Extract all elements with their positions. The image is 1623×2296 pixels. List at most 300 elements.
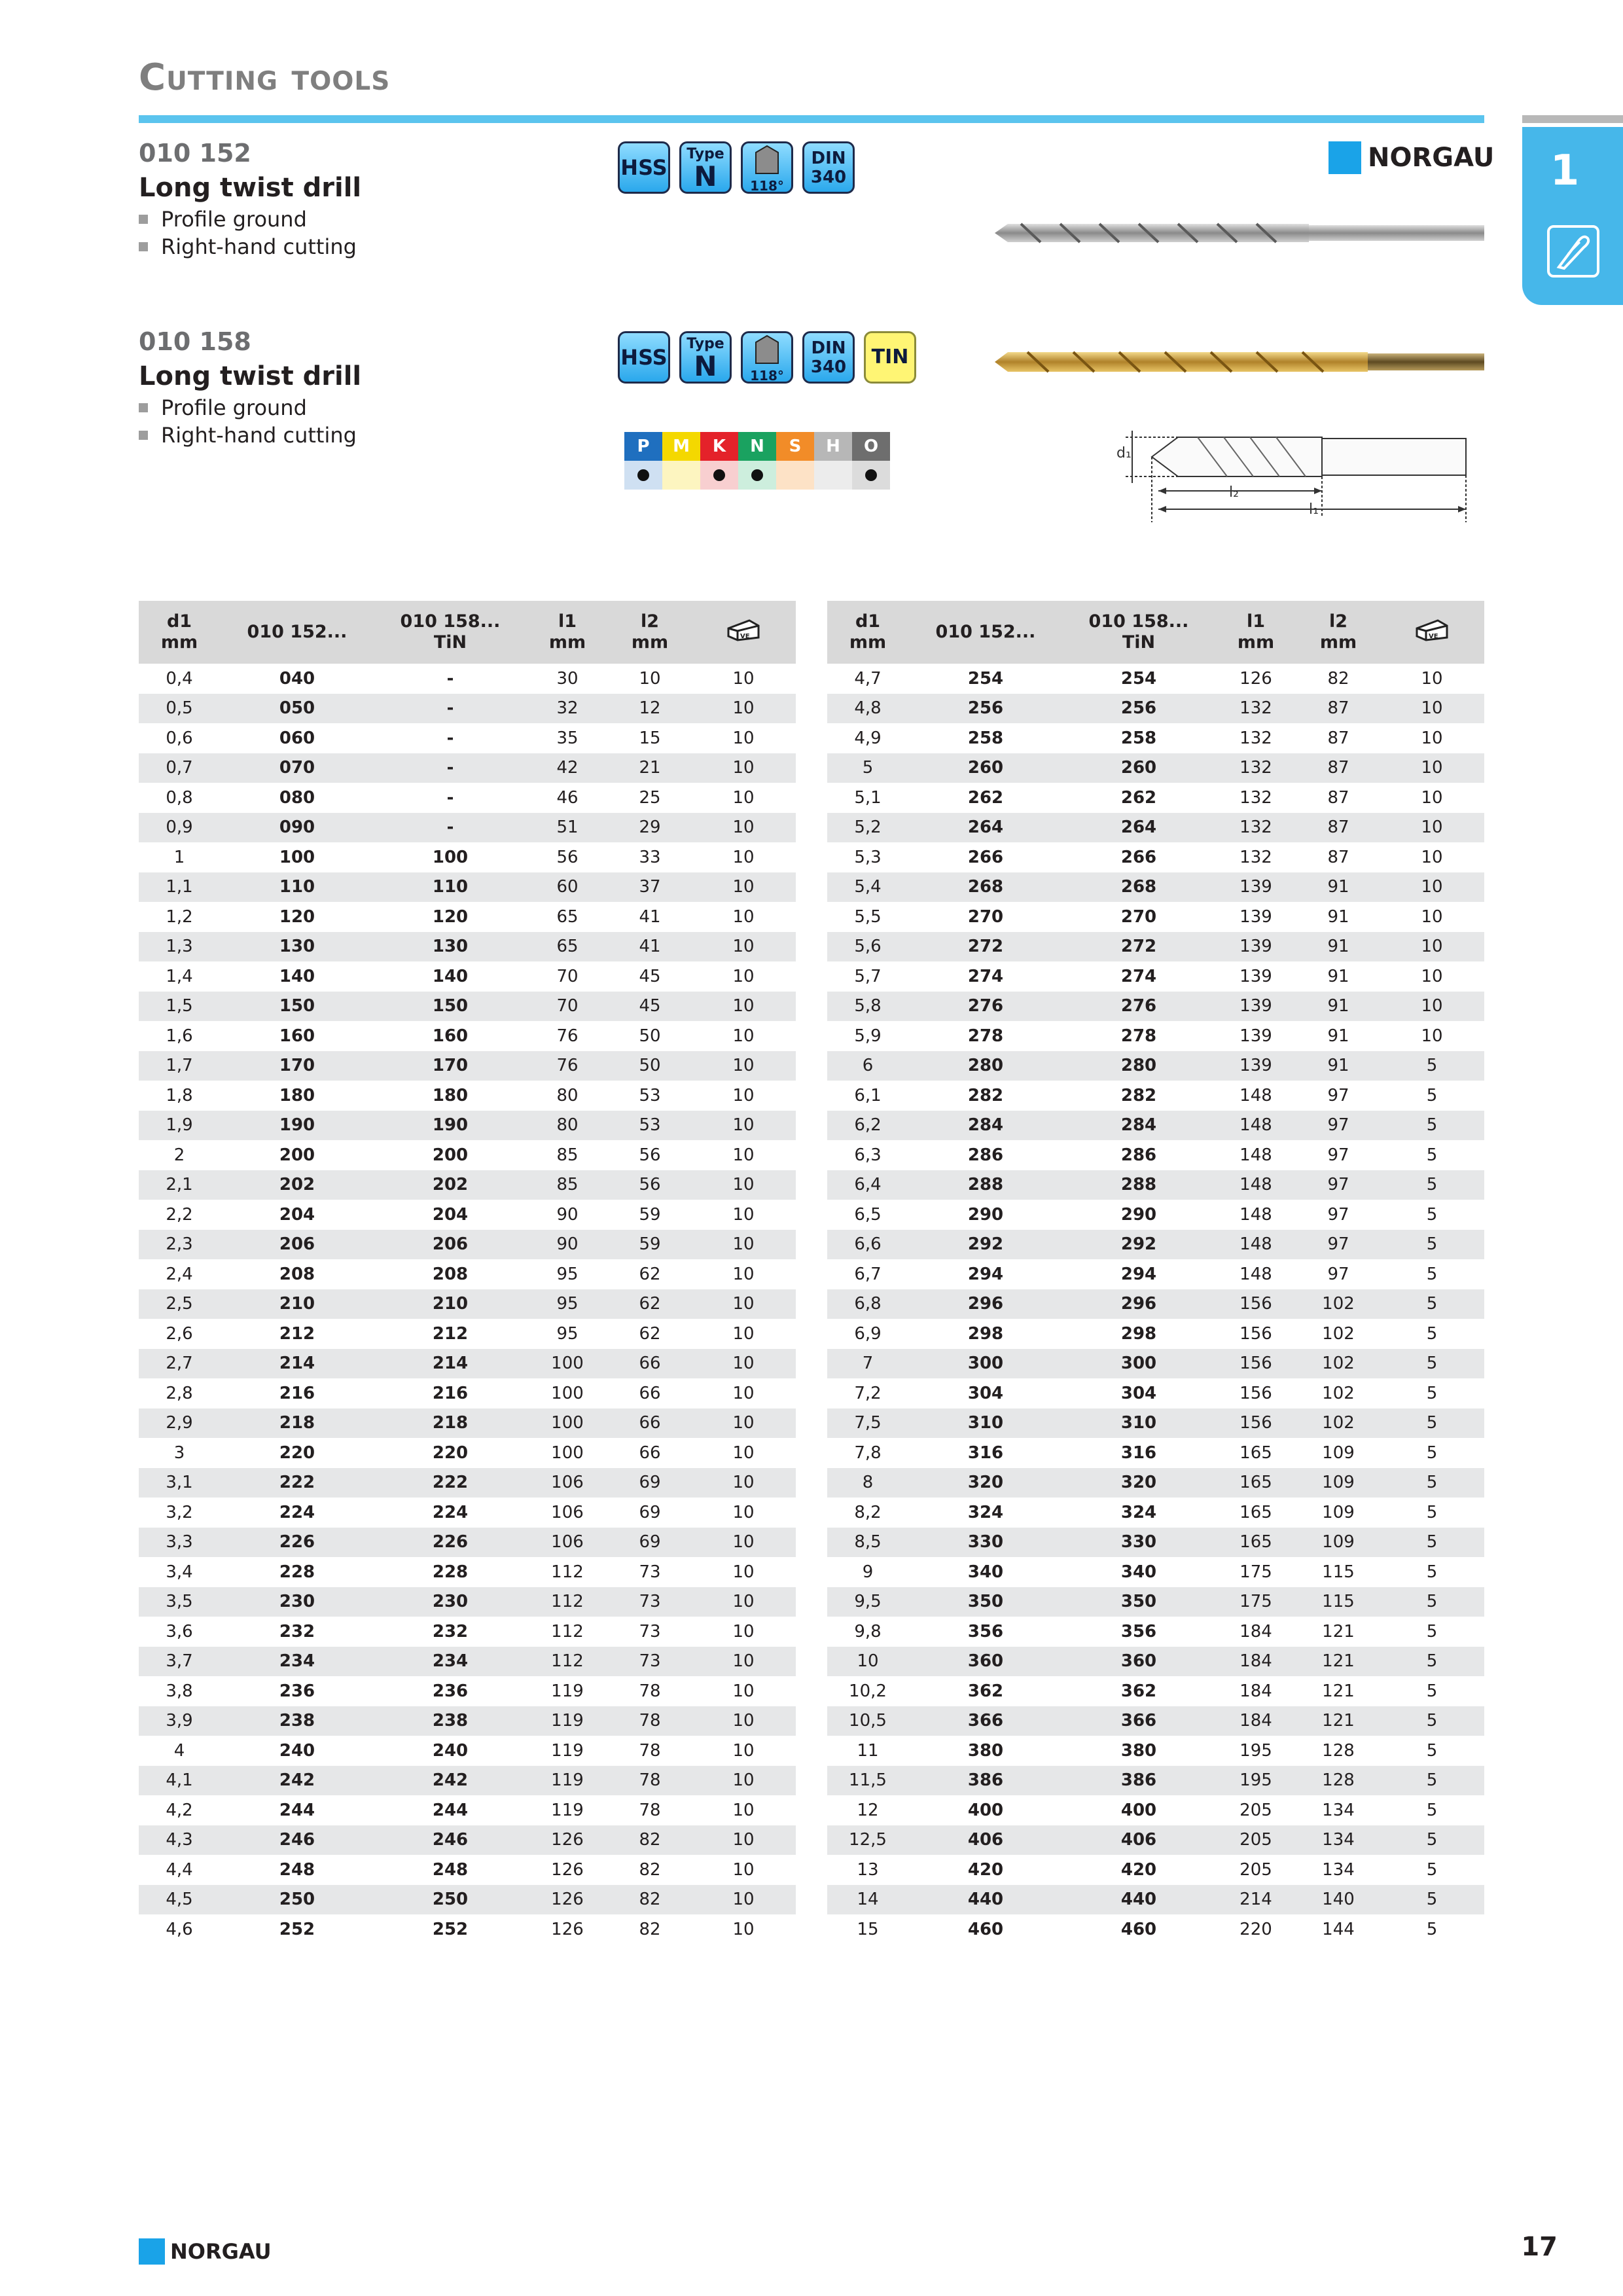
cell-l2: 37: [609, 872, 691, 903]
cell-010158: 248: [374, 1855, 526, 1885]
cell-010152: 280: [908, 1051, 1063, 1081]
cell-010152: 224: [220, 1498, 374, 1528]
table-row: [139, 1706, 796, 1736]
cell-l1: 42: [526, 753, 609, 783]
cell-pack: 5: [1380, 1914, 1484, 1945]
cell-l2: 91: [1297, 961, 1380, 992]
cell-pack: 5: [1380, 1140, 1484, 1170]
cell-010158: 220: [374, 1438, 526, 1468]
cell-l2: 97: [1297, 1200, 1380, 1230]
cell-010158: 356: [1063, 1617, 1215, 1647]
cell-010158: 160: [374, 1021, 526, 1051]
cell-010158: 260: [1063, 753, 1215, 783]
table-row: [139, 1230, 796, 1260]
cell-l1: 205: [1215, 1855, 1297, 1885]
cell-010152: 284: [908, 1111, 1063, 1141]
cell-l1: 46: [526, 783, 609, 813]
cell-d1: 9,5: [827, 1587, 908, 1617]
cell-d1: 8: [827, 1468, 908, 1498]
title-rule: [139, 115, 1484, 123]
table-row: [827, 1617, 1484, 1647]
cell-010158: 296: [1063, 1289, 1215, 1319]
cell-l1: 70: [526, 992, 609, 1022]
cell-pack: 10: [691, 1111, 796, 1141]
table-row: [827, 1081, 1484, 1111]
cell-l2: 82: [609, 1825, 691, 1856]
table-row: [827, 1855, 1484, 1885]
table-row: [827, 1200, 1484, 1230]
table-row: [827, 1706, 1484, 1736]
cell-d1: 0,5: [139, 694, 220, 724]
cell-l1: 119: [526, 1795, 609, 1825]
material-suitability-p: [624, 461, 662, 490]
cell-010158: -: [374, 813, 526, 843]
cell-010158: 242: [374, 1766, 526, 1796]
cell-l2: 78: [609, 1766, 691, 1796]
cell-010152: 268: [908, 872, 1063, 903]
table-row: [827, 872, 1484, 903]
cell-pack: 10: [691, 1855, 796, 1885]
cell-d1: 3,1: [139, 1468, 220, 1498]
drill-dimension-diagram: [1113, 411, 1479, 529]
cell-010158: 206: [374, 1230, 526, 1260]
cell-l2: 56: [609, 1170, 691, 1200]
cell-d1: 2,1: [139, 1170, 220, 1200]
table-row: [139, 1021, 796, 1051]
cell-010152: 320: [908, 1468, 1063, 1498]
cell-010152: 258: [908, 723, 1063, 753]
logo-text: NORGAU: [1368, 143, 1495, 173]
cell-pack: 10: [1380, 723, 1484, 753]
cell-l1: 139: [1215, 992, 1297, 1022]
cell-d1: 4,4: [139, 1855, 220, 1885]
material-group-o: O: [852, 432, 890, 461]
cell-l1: 156: [1215, 1319, 1297, 1349]
table-row: [827, 1825, 1484, 1856]
cell-010152: 330: [908, 1528, 1063, 1558]
cell-d1: 10,5: [827, 1706, 908, 1736]
cell-l1: 175: [1215, 1587, 1297, 1617]
col-d1: d1 mm: [827, 601, 908, 664]
hss-badge: HSS: [618, 331, 670, 384]
table-row: [139, 1617, 796, 1647]
table-row: [827, 1766, 1484, 1796]
cell-l1: 112: [526, 1587, 609, 1617]
cell-l1: 112: [526, 1647, 609, 1677]
cell-l2: 134: [1297, 1855, 1380, 1885]
cell-l2: 62: [609, 1259, 691, 1289]
cell-l2: 97: [1297, 1230, 1380, 1260]
cell-pack: 10: [691, 1676, 796, 1706]
cell-pack: 10: [691, 1706, 796, 1736]
cell-d1: 5,7: [827, 961, 908, 992]
table-row: [827, 1557, 1484, 1587]
table-row: [139, 1736, 796, 1766]
cell-l1: 70: [526, 961, 609, 992]
product-name: Long twist drill: [139, 173, 362, 203]
material-group-s: S: [776, 432, 814, 461]
svg-text:VE: VE: [1429, 633, 1438, 640]
cell-010152: 356: [908, 1617, 1063, 1647]
cell-l2: 97: [1297, 1170, 1380, 1200]
cell-pack: 10: [691, 694, 796, 724]
table-row: [827, 1289, 1484, 1319]
cell-010158: 100: [374, 842, 526, 872]
cell-l2: 41: [609, 902, 691, 932]
table-row: [139, 1795, 796, 1825]
cell-l1: 119: [526, 1706, 609, 1736]
cell-l1: 205: [1215, 1825, 1297, 1856]
table-row: [139, 872, 796, 903]
cell-d1: 4,3: [139, 1825, 220, 1856]
brand-logo: [1329, 141, 1494, 174]
cell-l1: 139: [1215, 872, 1297, 903]
cell-l1: 148: [1215, 1200, 1297, 1230]
cell-d1: 12: [827, 1795, 908, 1825]
cell-010158: 330: [1063, 1528, 1215, 1558]
cell-l1: 100: [526, 1378, 609, 1408]
cell-010152: 272: [908, 932, 1063, 962]
cell-010152: 130: [220, 932, 374, 962]
cell-010158: 246: [374, 1825, 526, 1856]
cell-pack: 5: [1380, 1587, 1484, 1617]
cell-010152: 204: [220, 1200, 374, 1230]
cell-l1: 139: [1215, 1021, 1297, 1051]
cell-l2: 140: [1297, 1885, 1380, 1915]
cell-010152: 400: [908, 1795, 1063, 1825]
cell-l2: 102: [1297, 1319, 1380, 1349]
cell-010152: 380: [908, 1736, 1063, 1766]
cell-d1: 6,6: [827, 1230, 908, 1260]
table-row: [827, 1021, 1484, 1051]
cell-pack: 5: [1380, 1885, 1484, 1915]
feature-item: Right-hand cutting: [139, 234, 361, 259]
cell-010152: 236: [220, 1676, 374, 1706]
cell-l1: 126: [526, 1914, 609, 1945]
cell-010152: 238: [220, 1706, 374, 1736]
cell-l2: 73: [609, 1557, 691, 1587]
cell-l2: 144: [1297, 1914, 1380, 1945]
cell-d1: 5: [827, 753, 908, 783]
cell-010158: 224: [374, 1498, 526, 1528]
col-l2: l2 mm: [1297, 601, 1380, 664]
cell-010158: 272: [1063, 932, 1215, 962]
cell-010152: 362: [908, 1676, 1063, 1706]
cell-pack: 5: [1380, 1528, 1484, 1558]
cell-d1: 2,8: [139, 1378, 220, 1408]
table-row: [827, 1259, 1484, 1289]
table-row: [827, 1319, 1484, 1349]
cell-010158: 264: [1063, 813, 1215, 843]
cell-pack: 5: [1380, 1647, 1484, 1677]
table-row: [139, 1200, 796, 1230]
table-row: [827, 694, 1484, 724]
cell-010158: 324: [1063, 1498, 1215, 1528]
chapter-number: 1: [1550, 147, 1580, 195]
cell-pack: 10: [691, 1140, 796, 1170]
table-row: [139, 1498, 796, 1528]
cell-d1: 0,7: [139, 753, 220, 783]
material-group-k: K: [700, 432, 738, 461]
table-row: [139, 1378, 796, 1408]
cell-010152: 226: [220, 1528, 374, 1558]
cell-pack: 10: [691, 1647, 796, 1677]
cell-d1: 10,2: [827, 1676, 908, 1706]
cell-l1: 139: [1215, 961, 1297, 992]
table-row: [139, 1855, 796, 1885]
feature-item: Profile ground: [139, 207, 361, 232]
cell-l1: 132: [1215, 753, 1297, 783]
page-number: 17: [1521, 2232, 1558, 2262]
material-group-h: H: [814, 432, 852, 461]
cell-l1: 65: [526, 932, 609, 962]
cell-l1: 56: [526, 842, 609, 872]
cell-010152: 298: [908, 1319, 1063, 1349]
cell-d1: 8,5: [827, 1528, 908, 1558]
cell-d1: 1,4: [139, 961, 220, 992]
material-suitability-o: [852, 461, 890, 490]
table-row: [827, 753, 1484, 783]
cell-l2: 78: [609, 1736, 691, 1766]
cell-pack: 5: [1380, 1825, 1484, 1856]
cell-010152: 040: [220, 664, 374, 694]
cell-pack: 5: [1380, 1378, 1484, 1408]
cell-010158: 228: [374, 1557, 526, 1587]
cell-010152: 260: [908, 753, 1063, 783]
cell-l1: 156: [1215, 1378, 1297, 1408]
cell-pack: 5: [1380, 1468, 1484, 1498]
cell-010152: 216: [220, 1378, 374, 1408]
cell-pack: 5: [1380, 1498, 1484, 1528]
cell-pack: 10: [691, 1021, 796, 1051]
cell-010152: 214: [220, 1349, 374, 1379]
table-row: [139, 813, 796, 843]
cell-d1: 7,2: [827, 1378, 908, 1408]
cell-010158: 130: [374, 932, 526, 962]
cell-010158: 234: [374, 1647, 526, 1677]
cell-010152: 266: [908, 842, 1063, 872]
cell-010158: 202: [374, 1170, 526, 1200]
cell-010158: 280: [1063, 1051, 1215, 1081]
cell-d1: 2,9: [139, 1408, 220, 1439]
cell-d1: 1,6: [139, 1021, 220, 1051]
table-row: [139, 1914, 796, 1945]
cell-010152: 070: [220, 753, 374, 783]
cell-l1: 80: [526, 1111, 609, 1141]
cell-010152: 350: [908, 1587, 1063, 1617]
cell-pack: 10: [1380, 932, 1484, 962]
cell-pack: 10: [691, 1617, 796, 1647]
cell-010158: 204: [374, 1200, 526, 1230]
cell-010152: 310: [908, 1408, 1063, 1439]
cell-l1: 90: [526, 1230, 609, 1260]
cell-010158: 236: [374, 1676, 526, 1706]
material-group-n: N: [738, 432, 776, 461]
cell-d1: 3,7: [139, 1647, 220, 1677]
cell-l2: 29: [609, 813, 691, 843]
d1-label: d₁: [1116, 445, 1132, 461]
cell-l1: 139: [1215, 902, 1297, 932]
cell-l1: 126: [526, 1855, 609, 1885]
cell-010152: 212: [220, 1319, 374, 1349]
product-block-1: [139, 139, 361, 259]
cell-010158: 256: [1063, 694, 1215, 724]
cell-010158: 282: [1063, 1081, 1215, 1111]
cell-pack: 10: [691, 842, 796, 872]
table-row: [139, 932, 796, 962]
cell-pack: 5: [1380, 1289, 1484, 1319]
cell-l2: 102: [1297, 1408, 1380, 1439]
table-row: [827, 932, 1484, 962]
cell-l2: 53: [609, 1111, 691, 1141]
cell-010152: 294: [908, 1259, 1063, 1289]
cell-pack: 10: [691, 1736, 796, 1766]
cell-d1: 5,2: [827, 813, 908, 843]
cell-pack: 5: [1380, 1736, 1484, 1766]
cell-010158: -: [374, 664, 526, 694]
table-row: [827, 1170, 1484, 1200]
cell-l2: 109: [1297, 1468, 1380, 1498]
cell-010152: 304: [908, 1378, 1063, 1408]
table-row: [827, 1349, 1484, 1379]
cell-d1: 0,8: [139, 783, 220, 813]
cell-pack: 10: [691, 664, 796, 694]
cell-l1: 95: [526, 1259, 609, 1289]
cell-l1: 148: [1215, 1230, 1297, 1260]
cell-pack: 10: [691, 1498, 796, 1528]
cell-010158: 212: [374, 1319, 526, 1349]
material-suitability-n: [738, 461, 776, 490]
l1-label: l₁: [1309, 501, 1319, 518]
cell-d1: 1,7: [139, 1051, 220, 1081]
material-group-m: M: [662, 432, 700, 461]
cell-010152: 100: [220, 842, 374, 872]
cell-d1: 5,5: [827, 902, 908, 932]
svg-text:VE: VE: [740, 633, 750, 640]
table-row: [139, 1051, 796, 1081]
cell-l2: 115: [1297, 1557, 1380, 1587]
cell-010158: 244: [374, 1795, 526, 1825]
cell-010158: 270: [1063, 902, 1215, 932]
table-row: [139, 1319, 796, 1349]
cell-010158: 360: [1063, 1647, 1215, 1677]
cell-010152: 202: [220, 1170, 374, 1200]
cell-010158: 400: [1063, 1795, 1215, 1825]
cell-d1: 3,4: [139, 1557, 220, 1587]
cell-pack: 10: [691, 1557, 796, 1587]
cell-l2: 12: [609, 694, 691, 724]
suitable-dot-icon: [637, 469, 649, 481]
table-row: [139, 1170, 796, 1200]
cell-010152: 406: [908, 1825, 1063, 1856]
product-code: 010 152: [139, 139, 251, 168]
cell-010152: 296: [908, 1289, 1063, 1319]
cell-010152: 060: [220, 723, 374, 753]
table-row: [827, 1498, 1484, 1528]
cell-pack: 10: [1380, 753, 1484, 783]
table-row: [139, 992, 796, 1022]
cell-l2: 45: [609, 961, 691, 992]
cell-010158: 140: [374, 961, 526, 992]
cell-pack: 10: [691, 902, 796, 932]
cell-l1: 95: [526, 1319, 609, 1349]
table-row: [139, 1885, 796, 1915]
pack-ve-icon: [1380, 601, 1484, 664]
cell-l2: 102: [1297, 1289, 1380, 1319]
cell-pack: 10: [1380, 872, 1484, 903]
cell-010158: 420: [1063, 1855, 1215, 1885]
cell-l1: 119: [526, 1676, 609, 1706]
chapter-tab[interactable]: [1522, 127, 1623, 305]
cell-010152: 234: [220, 1647, 374, 1677]
cell-010158: 258: [1063, 723, 1215, 753]
cell-pack: 10: [1380, 783, 1484, 813]
cell-d1: 3,6: [139, 1617, 220, 1647]
cell-l2: 82: [609, 1855, 691, 1885]
cell-pack: 10: [691, 1200, 796, 1230]
din-badge: DIN 340: [802, 331, 855, 384]
cell-l2: 87: [1297, 694, 1380, 724]
cell-d1: 10: [827, 1647, 908, 1677]
cell-l2: 69: [609, 1498, 691, 1528]
drill-point-icon: [743, 143, 791, 176]
spec-table-left: [139, 601, 796, 1945]
cell-l2: 73: [609, 1587, 691, 1617]
cell-010158: 254: [1063, 664, 1215, 694]
cell-010158: 340: [1063, 1557, 1215, 1587]
product-code: 010 158: [139, 327, 251, 356]
cell-010158: 292: [1063, 1230, 1215, 1260]
cell-010158: 380: [1063, 1736, 1215, 1766]
cell-l1: 139: [1215, 1051, 1297, 1081]
cell-l1: 119: [526, 1766, 609, 1796]
cell-pack: 10: [691, 1438, 796, 1468]
table-row: [827, 1914, 1484, 1945]
cell-l2: 87: [1297, 842, 1380, 872]
cell-pack: 10: [1380, 902, 1484, 932]
din-badge: DIN 340: [802, 141, 855, 194]
table-row: [827, 1587, 1484, 1617]
cell-l2: 59: [609, 1230, 691, 1260]
table-row: [139, 1140, 796, 1170]
cell-l2: 109: [1297, 1528, 1380, 1558]
col-010158: 010 158... TiN: [1063, 601, 1215, 664]
bullet-icon: [139, 431, 148, 440]
cell-010158: -: [374, 723, 526, 753]
cell-l1: 32: [526, 694, 609, 724]
cell-010152: 292: [908, 1230, 1063, 1260]
cell-d1: 5,6: [827, 932, 908, 962]
material-suitability-h: [814, 461, 852, 490]
cell-d1: 4,5: [139, 1885, 220, 1915]
cell-l2: 21: [609, 753, 691, 783]
bullet-icon: [139, 242, 148, 251]
cell-l2: 134: [1297, 1795, 1380, 1825]
cell-l1: 85: [526, 1140, 609, 1170]
feature-item: Profile ground: [139, 395, 361, 420]
cell-l1: 132: [1215, 842, 1297, 872]
col-l1: l1 mm: [526, 601, 609, 664]
cell-l2: 91: [1297, 992, 1380, 1022]
cell-pack: 10: [1380, 961, 1484, 992]
material-suitability-k: [700, 461, 738, 490]
table-row: [827, 664, 1484, 694]
cell-l2: 82: [609, 1914, 691, 1945]
cell-d1: 7: [827, 1349, 908, 1379]
table-row: [827, 783, 1484, 813]
table-row: [827, 1736, 1484, 1766]
cell-pack: 10: [691, 723, 796, 753]
